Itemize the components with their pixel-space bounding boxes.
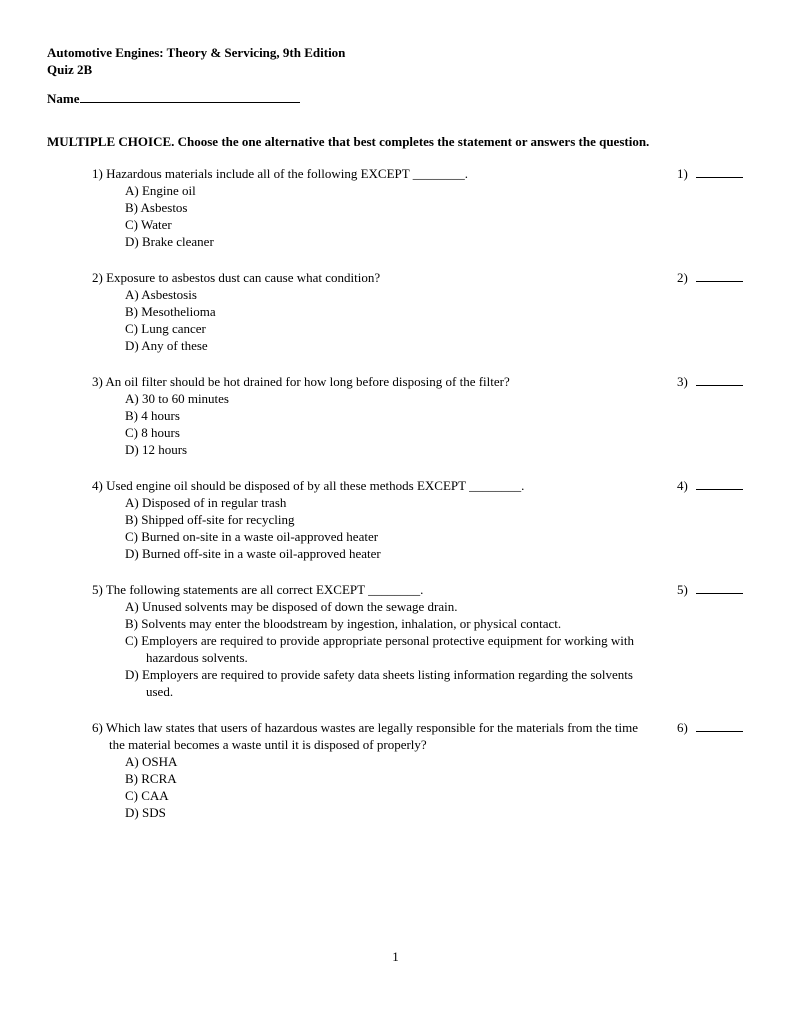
questions-list <box>47 165 745 821</box>
option-text: Any of these <box>141 338 208 353</box>
option-text: Engine oil <box>141 183 196 198</box>
option-text: Brake cleaner <box>141 234 214 249</box>
option <box>125 804 641 821</box>
name-row <box>47 90 745 107</box>
option-text: CAA <box>141 788 169 803</box>
option <box>125 787 641 804</box>
option <box>125 303 641 320</box>
option <box>125 216 641 233</box>
option-text: Burned on-site in a waste oil-approved heater <box>141 529 379 544</box>
options-list <box>125 753 677 821</box>
option <box>125 615 641 632</box>
option-text: Employers are required to provide appropriate personal protective equipment for working with hazardous solvents. <box>141 633 635 665</box>
option <box>125 770 641 787</box>
option <box>125 233 641 250</box>
question-number: 5) <box>92 582 103 597</box>
option-text: Asbestos <box>140 200 188 215</box>
answer-number: 1) <box>677 166 688 181</box>
question-line <box>92 373 648 390</box>
answer-blank-line <box>696 582 743 594</box>
question-text: Which law states that users of hazardous wastes are legally responsible for the materials from the time the material becomes a waste until it is disposed of properly? <box>105 720 638 752</box>
option-label: B) <box>125 304 138 319</box>
question-number: 6) <box>92 720 103 735</box>
option-text: 4 hours <box>141 408 180 423</box>
option <box>125 337 641 354</box>
option-text: Shipped off-site for recycling <box>141 512 295 527</box>
option-label: C) <box>125 321 138 336</box>
question-text: Used engine oil should be disposed of by all these methods EXCEPT ________. <box>106 478 525 493</box>
option-text: 12 hours <box>141 442 188 457</box>
option <box>125 753 641 770</box>
option-label: A) <box>125 495 139 510</box>
option-label: B) <box>125 771 138 786</box>
options-list <box>125 390 677 458</box>
options-list <box>125 286 677 354</box>
answer-blank <box>677 269 745 286</box>
option-label: B) <box>125 408 138 423</box>
option-label: C) <box>125 788 138 803</box>
option-label: C) <box>125 217 138 232</box>
option <box>125 545 641 562</box>
option-label: C) <box>125 633 138 648</box>
option <box>125 286 641 303</box>
answer-blank-line <box>696 166 743 178</box>
question-text: An oil filter should be hot drained for how long before disposing of the filter? <box>105 374 510 389</box>
option-text: 8 hours <box>141 425 180 440</box>
option-label: C) <box>125 529 138 544</box>
option <box>125 320 641 337</box>
option-text: Water <box>141 217 172 232</box>
answer-blank-line <box>696 720 743 732</box>
document-header <box>47 44 745 78</box>
question-main <box>92 719 677 821</box>
document-title: Automotive Engines: Theory & Servicing, 9th Edition <box>47 45 346 60</box>
option-label: B) <box>125 616 138 631</box>
section-instructions: MULTIPLE CHOICE. Choose the one alternative that best completes the statement or answers the question. <box>47 134 650 149</box>
option-text: 30 to 60 minutes <box>141 391 229 406</box>
option-text: Solvents may enter the bloodstream by ingestion, inhalation, or physical contact. <box>141 616 562 631</box>
option-text: Lung cancer <box>141 321 206 336</box>
option-label: D) <box>125 234 139 249</box>
answer-blank-line <box>696 374 743 386</box>
option-text: Unused solvents may be disposed of down the sewage drain. <box>141 599 458 614</box>
option <box>125 407 641 424</box>
question-block <box>92 719 745 821</box>
answer-blank <box>677 581 745 598</box>
question-main <box>92 477 677 562</box>
option <box>125 528 641 545</box>
question-text: Hazardous materials include all of the following EXCEPT ________. <box>106 166 468 181</box>
option-label: D) <box>125 442 139 457</box>
option <box>125 441 641 458</box>
question-number: 1) <box>92 166 103 181</box>
options-list <box>125 494 677 562</box>
question-block <box>92 477 745 562</box>
answer-number: 3) <box>677 374 688 389</box>
answer-blank <box>677 165 745 182</box>
question-line <box>92 165 648 182</box>
option-label: A) <box>125 391 139 406</box>
answer-number: 2) <box>677 270 688 285</box>
answer-blank-line <box>696 270 743 282</box>
option <box>125 424 641 441</box>
option-text: SDS <box>141 805 166 820</box>
option <box>125 632 641 666</box>
question-number: 3) <box>92 374 103 389</box>
option-text: Mesothelioma <box>141 304 216 319</box>
option <box>125 494 641 511</box>
option-label: B) <box>125 200 138 215</box>
option <box>125 666 641 700</box>
question-main <box>92 269 677 354</box>
option-label: D) <box>125 667 139 682</box>
option-label: A) <box>125 287 139 302</box>
answer-number: 5) <box>677 582 688 597</box>
option-text: Burned off-site in a waste oil-approved heater <box>141 546 381 561</box>
question-main <box>92 373 677 458</box>
answer-number: 4) <box>677 478 688 493</box>
answer-blank-line <box>696 478 743 490</box>
question-block <box>92 165 745 250</box>
question-line <box>92 581 648 598</box>
option <box>125 199 641 216</box>
answer-blank <box>677 373 745 390</box>
option-label: A) <box>125 754 139 769</box>
question-number: 4) <box>92 478 103 493</box>
option <box>125 598 641 615</box>
question-main <box>92 581 677 700</box>
option-label: D) <box>125 805 139 820</box>
question-block <box>92 373 745 458</box>
option-label: A) <box>125 183 139 198</box>
option <box>125 182 641 199</box>
question-block <box>92 581 745 700</box>
option-text: OSHA <box>141 754 178 769</box>
options-list <box>125 182 677 250</box>
name-label: Name <box>47 91 80 106</box>
page-number: 1 <box>392 949 399 964</box>
question-text: Exposure to asbestos dust can cause what condition? <box>106 270 381 285</box>
answer-blank <box>677 719 745 736</box>
quiz-number: Quiz 2B <box>47 62 93 77</box>
option-text: RCRA <box>141 771 177 786</box>
question-text: The following statements are all correct EXCEPT ________. <box>105 582 424 597</box>
option <box>125 390 641 407</box>
option-text: Disposed of in regular trash <box>141 495 287 510</box>
answer-number: 6) <box>677 720 688 735</box>
question-number: 2) <box>92 270 103 285</box>
option-text: Employers are required to provide safety data sheets listing information regarding the solvents used. <box>141 667 633 699</box>
answer-blank <box>677 477 745 494</box>
option-label: A) <box>125 599 139 614</box>
question-block <box>92 269 745 354</box>
option-label: B) <box>125 512 138 527</box>
option <box>125 511 641 528</box>
question-main <box>92 165 677 250</box>
question-line <box>92 269 648 286</box>
name-blank-line <box>80 90 300 103</box>
question-line <box>92 477 648 494</box>
question-line <box>92 719 648 753</box>
option-text: Asbestosis <box>141 287 197 302</box>
option-label: D) <box>125 338 139 353</box>
options-list <box>125 598 677 700</box>
option-label: C) <box>125 425 138 440</box>
option-label: D) <box>125 546 139 561</box>
